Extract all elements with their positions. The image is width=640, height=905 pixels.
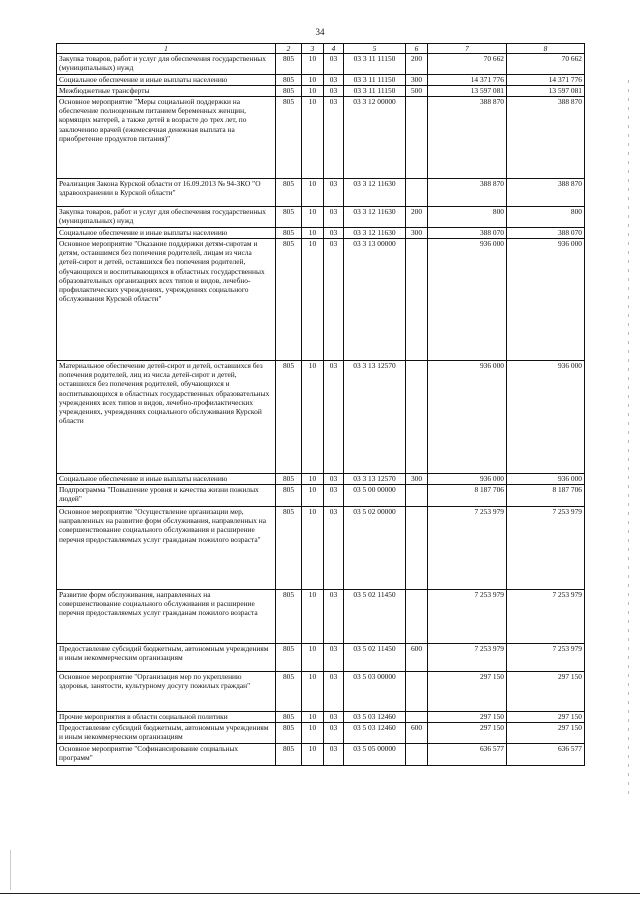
row-name: Развитие форм обслуживания, направленных на совершенствование социального обслуживания и расширение перечня предоставляемых услуг гражданам пожилого возраста	[57, 590, 276, 644]
cell-rz: 10	[302, 723, 324, 744]
cell-vr: 300	[406, 75, 428, 86]
table-row	[57, 672, 585, 712]
cell-csr: 03 5 00 00000	[344, 485, 406, 507]
cell-gr: 805	[276, 485, 302, 507]
column-header: 3	[302, 44, 324, 54]
cell-vr: 500	[406, 86, 428, 97]
cell-pr: 03	[324, 644, 344, 672]
cell-gr: 805	[276, 179, 302, 207]
cell-pr: 03	[324, 75, 344, 86]
cell-vr	[406, 239, 428, 361]
cell-amount-2: 936 000	[507, 361, 585, 474]
cell-vr: 200	[406, 207, 428, 228]
cell-amount-1: 8 187 706	[428, 485, 507, 507]
cell-rz: 10	[302, 474, 324, 485]
cell-amount-1: 388 870	[428, 179, 507, 207]
cell-amount-2: 297 150	[507, 723, 585, 744]
cell-gr: 805	[276, 228, 302, 239]
row-name: Основное мероприятие "Осуществление организации мер, направленных на развитие форм обслуживания, направленных на совершенствование социального обслуживания и расширение перечня предоставляемых услуг гражданам пожилого возраста"	[57, 507, 276, 590]
cell-vr: 300	[406, 228, 428, 239]
row-name: Социальное обеспечение и иные выплаты населению	[57, 228, 276, 239]
cell-csr: 03 5 02 11450	[344, 644, 406, 672]
cell-rz: 10	[302, 97, 324, 179]
cell-rz: 10	[302, 75, 324, 86]
table-row	[57, 75, 585, 86]
cell-pr: 03	[324, 86, 344, 97]
cell-amount-2: 7 253 979	[507, 507, 585, 590]
cell-vr: 600	[406, 723, 428, 744]
cell-vr: 200	[406, 54, 428, 75]
row-name: Материальное обеспечение детей-сирот и детей, оставшихся без попечения родителей, лиц из числа детей-сирот и детей, оставшихся без попечения родителей, обучающихся и воспитывающихся в областных государственных образовательных учреждениях всех типов и видов, лечебно-профилактических учреждениях, учреждениях социального обслуживания Курской области	[57, 361, 276, 474]
cell-amount-1: 936 000	[428, 361, 507, 474]
cell-rz: 10	[302, 361, 324, 474]
cell-gr: 805	[276, 744, 302, 766]
cell-amount-2: 7 253 979	[507, 590, 585, 644]
cell-pr: 03	[324, 507, 344, 590]
row-name: Предоставление субсидий бюджетным, автономным учреждениям и иным некоммерческим организациям	[57, 644, 276, 672]
cell-amount-1: 936 000	[428, 474, 507, 485]
row-name: Основное мероприятие "Софинансирование социальных программ"	[57, 744, 276, 766]
cell-amount-2: 297 150	[507, 672, 585, 712]
cell-rz: 10	[302, 239, 324, 361]
cell-csr: 03 3 11 11150	[344, 75, 406, 86]
cell-csr: 03 3 12 11630	[344, 228, 406, 239]
cell-gr: 805	[276, 207, 302, 228]
row-name: Подпрограмма "Повышение уровня и качества жизни пожилых людей"	[57, 485, 276, 507]
cell-rz: 10	[302, 507, 324, 590]
cell-gr: 805	[276, 723, 302, 744]
table-row	[57, 485, 585, 507]
cell-gr: 805	[276, 644, 302, 672]
table-row	[57, 507, 585, 590]
cell-csr: 03 3 13 00000	[344, 239, 406, 361]
cell-vr	[406, 485, 428, 507]
scan-edge-mark	[628, 80, 629, 800]
page-number: 34	[315, 27, 325, 37]
cell-amount-1: 636 577	[428, 744, 507, 766]
column-header: 6	[406, 44, 428, 54]
row-name: Основное мероприятие "Организация мер по укреплению здоровья, занятости, культурному досугу пожилых граждан"	[57, 672, 276, 712]
table-row	[57, 179, 585, 207]
row-name: Прочие мероприятия в области социальной политики	[57, 712, 276, 723]
row-name: Основное мероприятие "Оказание поддержки детям-сиротам и детям, оставшимся без попечения родителей, лицам из числа детей-сирот и детей, оставшихся без попечения родителей, обучающихся и воспитывающихся в областных государственных образовательных организациях всех типов и видов, лечебно-профилактических учреждениях, учреждениях социального обслуживания Курской области"	[57, 239, 276, 361]
cell-gr: 805	[276, 712, 302, 723]
cell-amount-1: 7 253 979	[428, 644, 507, 672]
cell-amount-1: 7 253 979	[428, 590, 507, 644]
cell-pr: 03	[324, 54, 344, 75]
cell-vr	[406, 712, 428, 723]
row-name: Межбюджетные трансферты	[57, 86, 276, 97]
cell-amount-2: 936 000	[507, 239, 585, 361]
cell-vr	[406, 179, 428, 207]
cell-pr: 03	[324, 361, 344, 474]
table-row	[57, 239, 585, 361]
table-row	[57, 644, 585, 672]
cell-csr: 03 5 03 12460	[344, 712, 406, 723]
cell-gr: 805	[276, 75, 302, 86]
page-bottom-border	[0, 893, 640, 894]
cell-rz: 10	[302, 590, 324, 644]
table-row	[57, 207, 585, 228]
cell-rz: 10	[302, 179, 324, 207]
column-header: 4	[324, 44, 344, 54]
cell-vr	[406, 507, 428, 590]
column-header: 1	[57, 44, 276, 54]
table-row	[57, 744, 585, 766]
cell-vr	[406, 744, 428, 766]
cell-rz: 10	[302, 54, 324, 75]
cell-csr: 03 5 02 00000	[344, 507, 406, 590]
cell-rz: 10	[302, 712, 324, 723]
cell-pr: 03	[324, 228, 344, 239]
table-row	[57, 590, 585, 644]
cell-amount-1: 7 253 979	[428, 507, 507, 590]
cell-amount-2: 636 577	[507, 744, 585, 766]
row-name: Социальное обеспечение и иные выплаты населению	[57, 75, 276, 86]
row-name: Предоставление субсидий бюджетным, автономным учреждениям и иным некоммерческим организациям	[57, 723, 276, 744]
row-name: Основное мероприятие "Меры социальной поддержки на обеспечение полноценным питанием беременных женщин, кормящих матерей, а также детей в возрасте до трех лет, по заключению врачей (ежемесячная денежная выплата на приобретение продуктов питания)"	[57, 97, 276, 179]
column-header: 5	[344, 44, 406, 54]
cell-gr: 805	[276, 672, 302, 712]
cell-vr: 300	[406, 474, 428, 485]
table-row	[57, 723, 585, 744]
cell-amount-2: 388 870	[507, 179, 585, 207]
column-header: 2	[276, 44, 302, 54]
budget-table	[56, 43, 585, 766]
cell-gr: 805	[276, 474, 302, 485]
table-row	[57, 54, 585, 75]
row-name: Закупка товаров, работ и услуг для обеспечения государственных (муниципальных) нужд	[57, 54, 276, 75]
cell-pr: 03	[324, 712, 344, 723]
cell-pr: 03	[324, 744, 344, 766]
cell-amount-1: 297 150	[428, 723, 507, 744]
cell-amount-2: 800	[507, 207, 585, 228]
cell-vr	[406, 672, 428, 712]
cell-gr: 805	[276, 97, 302, 179]
cell-amount-1: 800	[428, 207, 507, 228]
cell-csr: 03 5 03 00000	[344, 672, 406, 712]
cell-amount-2: 388 870	[507, 97, 585, 179]
cell-vr	[406, 97, 428, 179]
table-row	[57, 228, 585, 239]
row-name: Социальное обеспечение и иные выплаты населению	[57, 474, 276, 485]
cell-gr: 805	[276, 361, 302, 474]
column-header: 8	[507, 44, 585, 54]
cell-amount-1: 297 150	[428, 712, 507, 723]
cell-pr: 03	[324, 97, 344, 179]
table-row	[57, 474, 585, 485]
cell-amount-1: 70 662	[428, 54, 507, 75]
cell-pr: 03	[324, 474, 344, 485]
cell-amount-1: 388 070	[428, 228, 507, 239]
cell-rz: 10	[302, 228, 324, 239]
table-header-row	[57, 44, 585, 54]
cell-rz: 10	[302, 644, 324, 672]
cell-gr: 805	[276, 590, 302, 644]
cell-amount-2: 70 662	[507, 54, 585, 75]
cell-amount-1: 13 597 081	[428, 86, 507, 97]
cell-amount-2: 13 597 081	[507, 86, 585, 97]
cell-amount-2: 14 371 776	[507, 75, 585, 86]
cell-amount-2: 388 070	[507, 228, 585, 239]
cell-gr: 805	[276, 239, 302, 361]
cell-pr: 03	[324, 179, 344, 207]
cell-rz: 10	[302, 207, 324, 228]
cell-pr: 03	[324, 723, 344, 744]
cell-csr: 03 3 12 11630	[344, 207, 406, 228]
table-row	[57, 712, 585, 723]
cell-rz: 10	[302, 744, 324, 766]
cell-csr: 03 3 12 00000	[344, 97, 406, 179]
table-row	[57, 361, 585, 474]
cell-pr: 03	[324, 485, 344, 507]
cell-pr: 03	[324, 672, 344, 712]
cell-csr: 03 5 02 11450	[344, 590, 406, 644]
cell-vr: 600	[406, 644, 428, 672]
cell-gr: 805	[276, 86, 302, 97]
cell-csr: 03 3 11 11150	[344, 86, 406, 97]
cell-rz: 10	[302, 672, 324, 712]
cell-csr: 03 3 11 11150	[344, 54, 406, 75]
cell-amount-1: 936 000	[428, 239, 507, 361]
cell-rz: 10	[302, 485, 324, 507]
cell-pr: 03	[324, 207, 344, 228]
cell-rz: 10	[302, 86, 324, 97]
scan-edge-mark	[10, 850, 11, 890]
cell-gr: 805	[276, 54, 302, 75]
cell-csr: 03 3 13 12570	[344, 474, 406, 485]
cell-csr: 03 3 13 12570	[344, 361, 406, 474]
table-row	[57, 86, 585, 97]
cell-pr: 03	[324, 239, 344, 361]
cell-vr	[406, 361, 428, 474]
row-name: Закупка товаров, работ и услуг для обеспечения государственных (муниципальных) нужд	[57, 207, 276, 228]
column-header: 7	[428, 44, 507, 54]
cell-amount-1: 14 371 776	[428, 75, 507, 86]
cell-amount-2: 297 150	[507, 712, 585, 723]
table-row	[57, 97, 585, 179]
cell-csr: 03 5 03 12460	[344, 723, 406, 744]
cell-gr: 805	[276, 507, 302, 590]
cell-amount-1: 297 150	[428, 672, 507, 712]
cell-csr: 03 5 05 00000	[344, 744, 406, 766]
cell-amount-2: 936 000	[507, 474, 585, 485]
cell-csr: 03 3 12 11630	[344, 179, 406, 207]
cell-pr: 03	[324, 590, 344, 644]
row-name: Реализация Закона Курской области от 16.09.2013 № 94-ЗКО "О здравоохранении в Курской области"	[57, 179, 276, 207]
cell-vr	[406, 590, 428, 644]
cell-amount-2: 7 253 979	[507, 644, 585, 672]
cell-amount-1: 388 870	[428, 97, 507, 179]
cell-amount-2: 8 187 706	[507, 485, 585, 507]
